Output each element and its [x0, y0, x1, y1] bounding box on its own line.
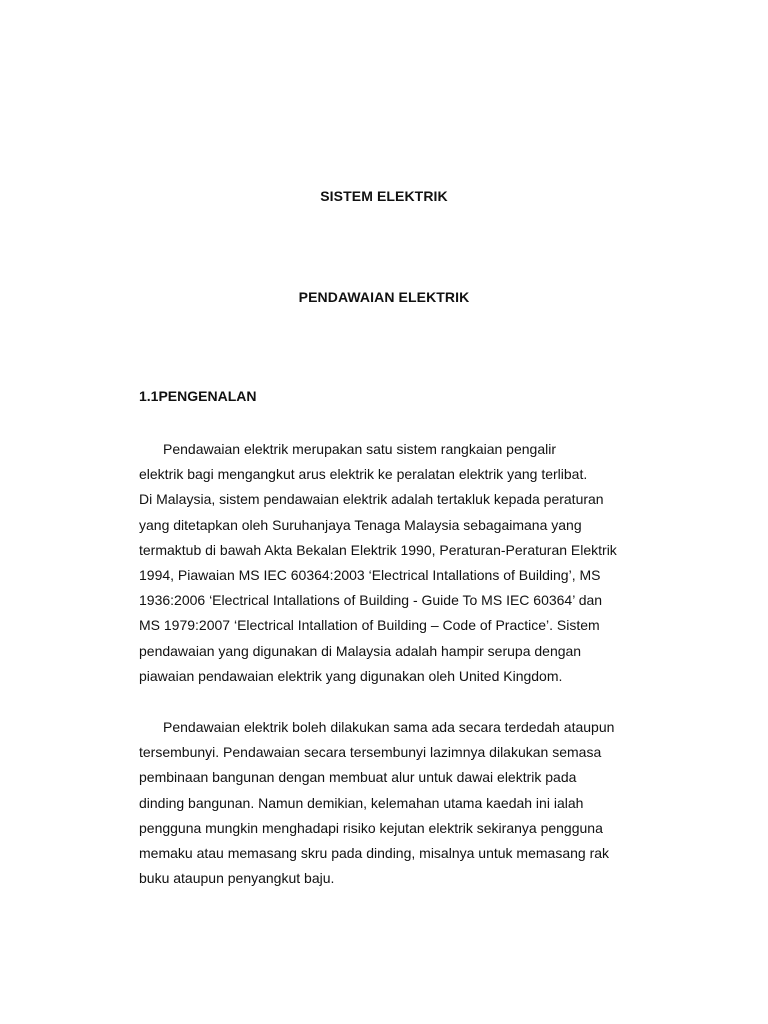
- paragraph-line: Di Malaysia, sistem pendawaian elektrik adalah tertakluk kepada peraturan: [139, 491, 604, 508]
- paragraph-line: yang ditetapkan oleh Suruhanjaya Tenaga Malaysia sebagaimana yang: [139, 516, 582, 533]
- paragraph-line: elektrik bagi mengangkut arus elektrik ke peralatan elektrik yang terlibat.: [139, 466, 588, 483]
- paragraph-line: Pendawaian elektrik boleh dilakukan sama ada secara terdedah ataupun: [163, 719, 615, 735]
- paragraph-line: termaktub di bawah Akta Bekalan Elektrik 1990, Peraturan-Peraturan Elektrik: [139, 541, 617, 558]
- paragraph-line: buku ataupun penyangkut baju.: [139, 870, 335, 887]
- paragraph-line: pembinaan bangunan dengan membuat alur untuk dawai elektrik pada: [139, 769, 577, 786]
- document-subtitle: PENDAWAIAN ELEKTRIK: [298, 289, 470, 305]
- document-title: SISTEM ELEKTRIK: [320, 188, 448, 204]
- paragraph-line: piawaian pendawaian elektrik yang digunakan oleh United Kingdom.: [139, 667, 563, 684]
- paragraph-line: 1994, Piawaian MS IEC 60364:2003 ‘Electrical Intallations of Building’, MS: [139, 566, 601, 583]
- paragraph-line: MS 1979:2007 ‘Electrical Intallation of Building – Code of Practice’. Sistem: [139, 617, 600, 634]
- paragraph-line: memaku atau memasang skru pada dinding, misalnya untuk memasang rak: [139, 844, 610, 861]
- paragraph-line: 1936:2006 ‘Electrical Intallations of Building - Guide To MS IEC 60364’ dan: [139, 592, 603, 609]
- section-heading: 1.1PENGENALAN: [139, 388, 257, 404]
- paragraph-introduction: [139, 437, 679, 689]
- paragraph-wiring-methods: [139, 715, 679, 891]
- paragraph-line: tersembunyi. Pendawaian secara tersembunyi lazimnya dilakukan semasa: [139, 744, 602, 761]
- paragraph-line: pendawaian yang digunakan di Malaysia adalah hampir serupa dengan: [139, 642, 582, 659]
- paragraph-line: pengguna mungkin menghadapi risiko kejutan elektrik sekiranya pengguna: [139, 819, 603, 836]
- paragraph-line: dinding bangunan. Namun demikian, kelemahan utama kaedah ini ialah: [139, 794, 584, 811]
- paragraph-line: Pendawaian elektrik merupakan satu sistem rangkaian pengalir: [163, 441, 556, 457]
